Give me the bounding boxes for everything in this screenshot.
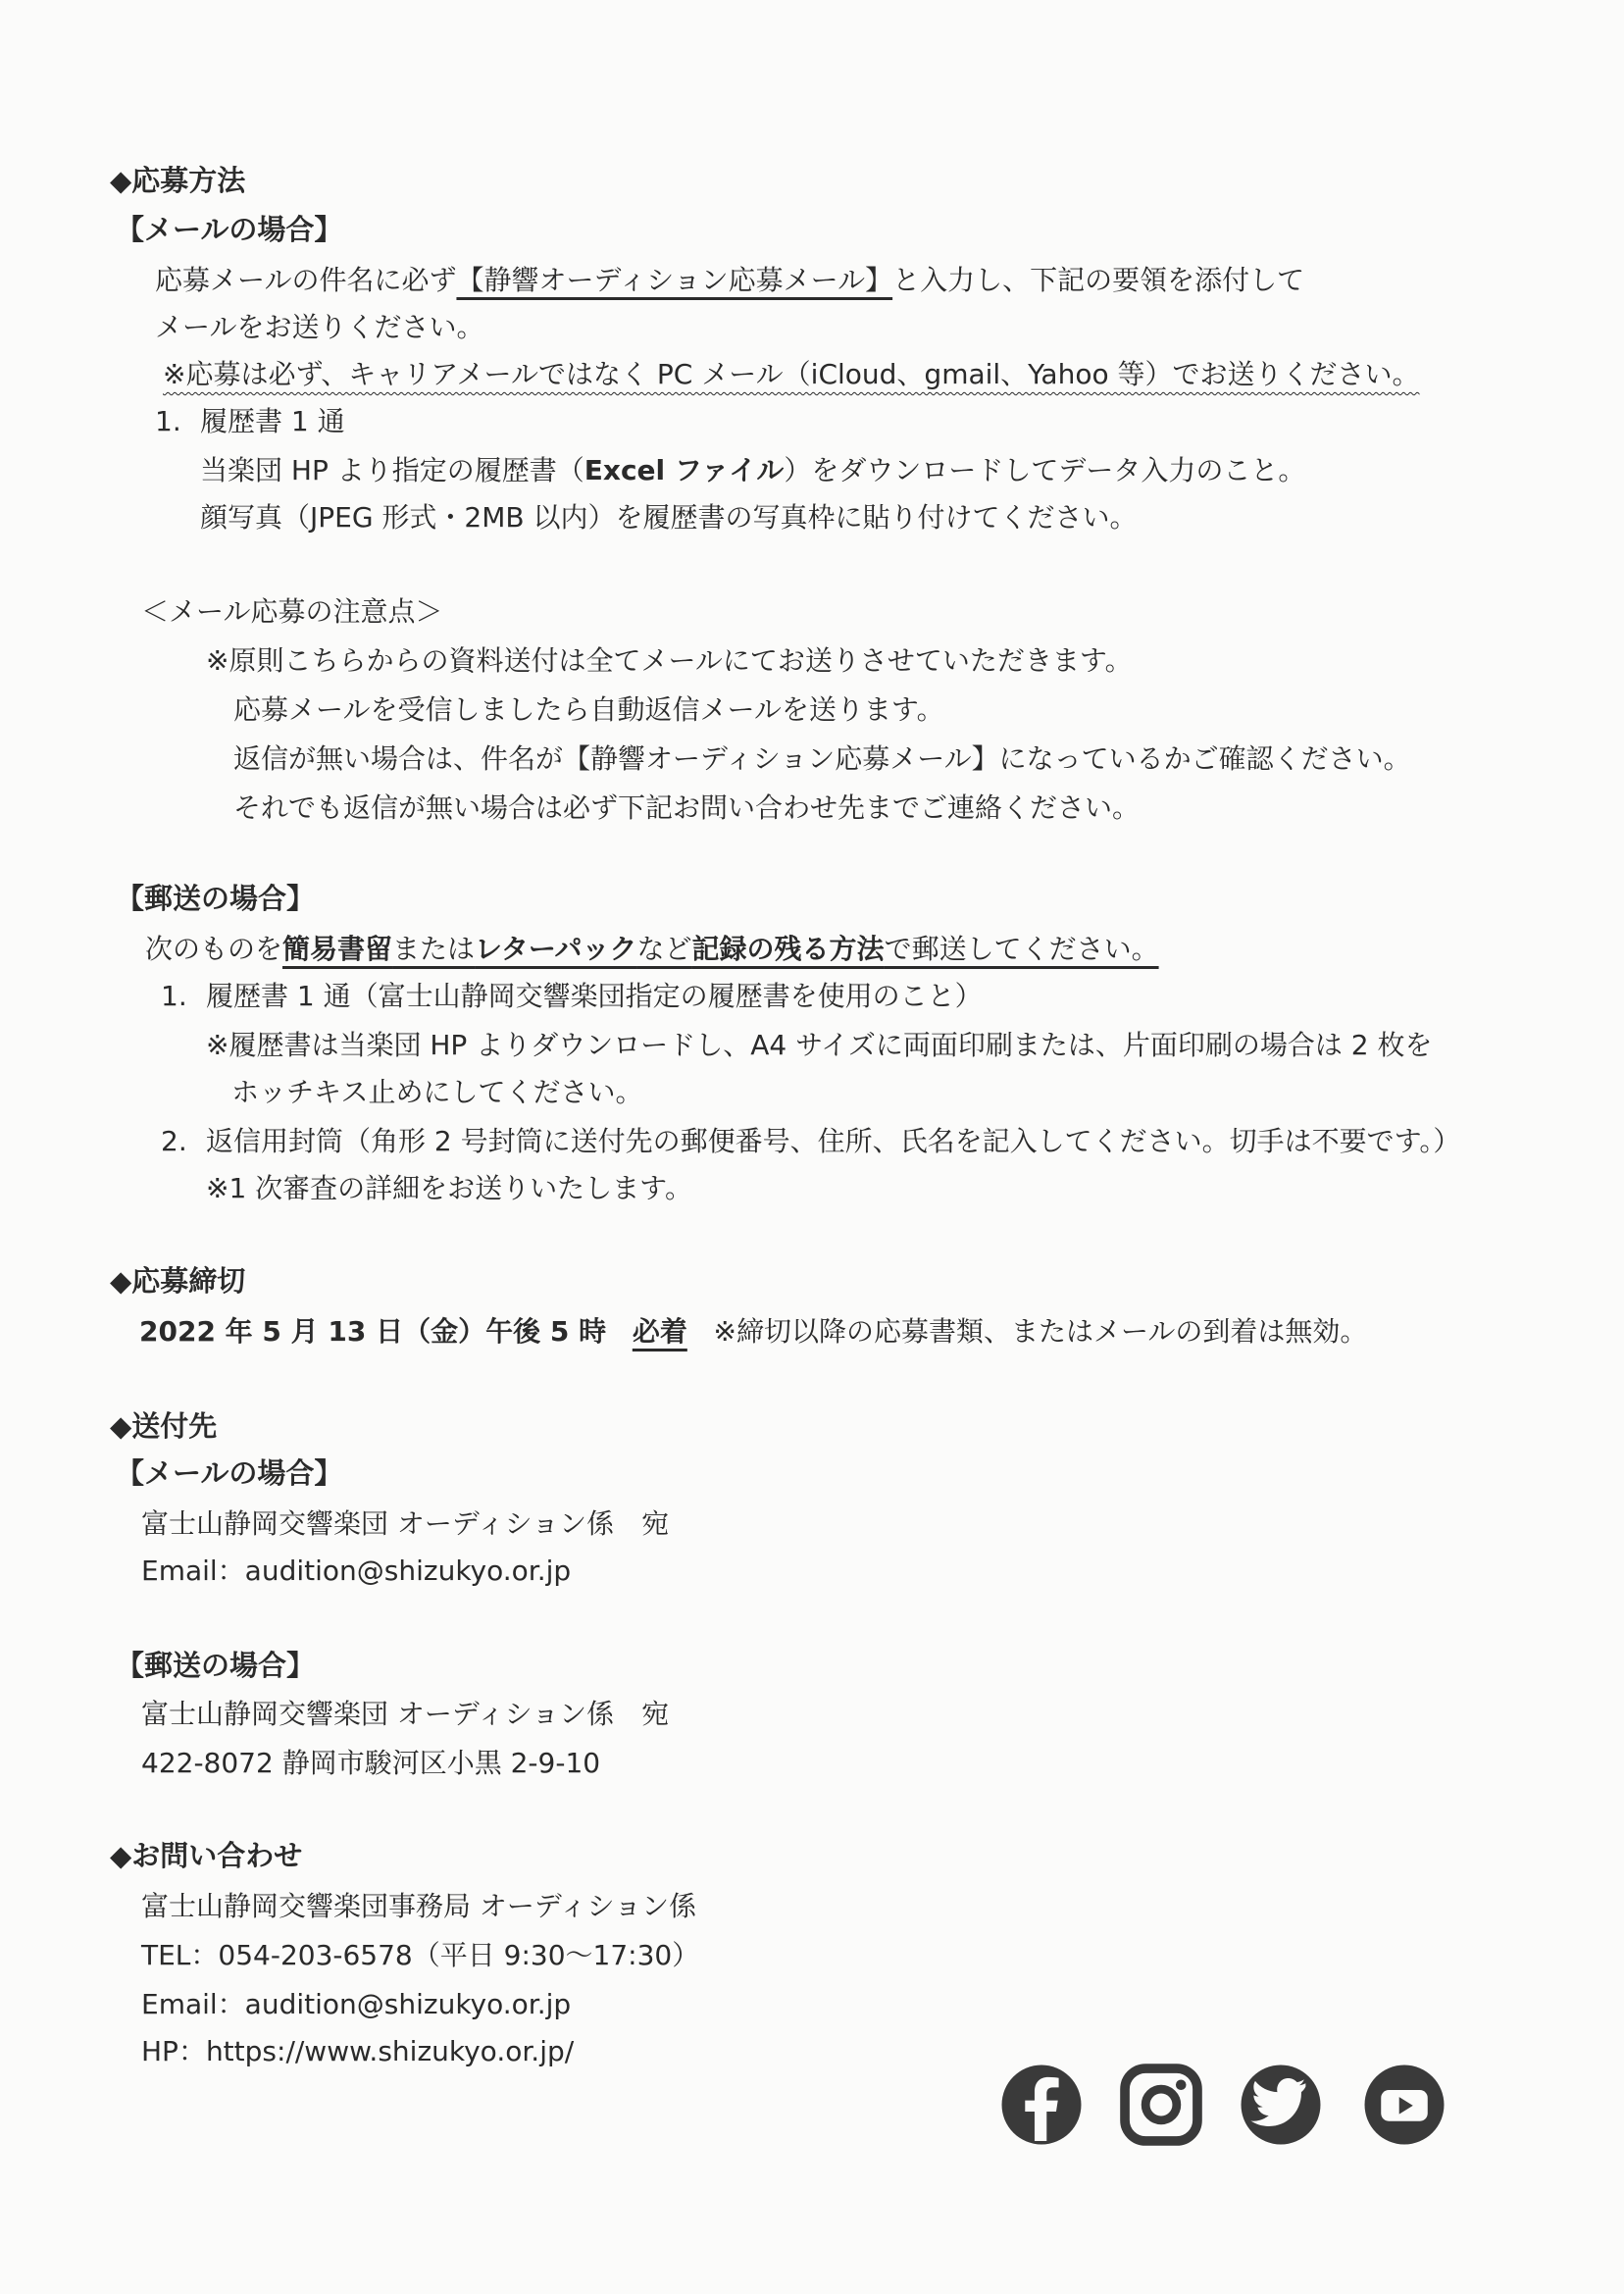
destination-mail-subheading: 【メールの場合】	[116, 1456, 343, 1490]
apply-post-kani-kakitome: 簡易書留	[282, 933, 393, 965]
deadline-note: ※締切以降の応募書類、またはメールの到着は無効。	[713, 1315, 1368, 1348]
youtube-icon[interactable]	[1361, 2062, 1447, 2148]
apply-heading: ◆応募方法	[110, 164, 246, 197]
apply-post-letterpack: レターパック	[475, 933, 637, 965]
apply-post-item1-num: 1.	[161, 980, 187, 1012]
apply-mail-item1-detail1-post: ）をダウンロードしてデータ入力のこと。	[784, 454, 1306, 486]
facebook-icon[interactable]	[998, 2062, 1085, 2148]
destination-post-to: 富士山静岡交響楽団 オーディション係 宛	[141, 1698, 670, 1730]
apply-mail-line1-post: と入力し、下記の要領を添付して	[892, 264, 1305, 296]
destination-post-address: 422-8072 静岡市駿河区小黒 2-9-10	[141, 1747, 601, 1779]
apply-mail-subject: 【静響オーディション応募メール】	[456, 264, 893, 296]
apply-post-subheading: 【郵送の場合】	[116, 882, 316, 915]
notes-item2: 応募メールを受信しましたら自動返信メールを送ります。	[233, 693, 944, 726]
apply-mail-item1-excel: Excel ファイル	[584, 454, 785, 486]
contact-tel: TEL：054-203-6578（平日 9:30～17:30）	[141, 1939, 700, 1971]
contact-email: Email：audition@shizukyo.or.jp	[141, 1988, 572, 2020]
apply-post-item1-note2: ホッチキス止めにしてください。	[231, 1076, 643, 1108]
destination-heading: ◆送付先	[110, 1409, 218, 1443]
deadline-line	[139, 1314, 1367, 1350]
apply-post-l1-g: で郵送してください。	[884, 933, 1159, 965]
destination-mail-email: Email：audition@shizukyo.or.jp	[141, 1555, 572, 1587]
apply-post-l1-c: または	[392, 933, 476, 965]
apply-mail-item1-detail2: 顔写真（JPEG 形式・2MB 以内）を履歴書の写真枠に貼り付けてください。	[200, 501, 1138, 534]
apply-post-item2-num: 2.	[161, 1125, 187, 1157]
twitter-icon[interactable]	[1238, 2062, 1324, 2148]
contact-hp: HP：https://www.shizukyo.or.jp/	[141, 2035, 575, 2067]
notes-item4: それでも返信が無い場合は必ず下記お問い合わせ先までご連絡ください。	[233, 791, 1141, 824]
apply-post-item2-note: ※1 次審査の詳細をお送りいたします。	[206, 1172, 692, 1204]
apply-mail-item1-num: 1.	[155, 405, 181, 437]
apply-post-item1: 履歴書 1 通（富士山静岡交響楽団指定の履歴書を使用のこと）	[206, 980, 983, 1012]
apply-mail-line1	[155, 263, 1304, 298]
instagram-icon[interactable]	[1118, 2062, 1204, 2148]
apply-mail-pc-note: ※応募は必ず、キャリアメールではなく PC メール（iCloud、gmail、Yahoo 等）でお送りください。	[163, 358, 1420, 390]
apply-post-item2: 返信用封筒（角形 2 号封筒に送付先の郵便番号、住所、氏名を記入してください。切手は不要です。）	[206, 1125, 1461, 1157]
notes-item3: 返信が無い場合は、件名が【静響オーディション応募メール】になっているかご確認ください。	[233, 742, 1411, 775]
notes-item1: ※原則こちらからの資料送付は全てメールにてお送りさせていただきます。	[206, 644, 1133, 677]
apply-post-underlined	[282, 933, 1159, 965]
apply-mail-subheading: 【メールの場合】	[116, 213, 343, 246]
destination-post-subheading: 【郵送の場合】	[116, 1649, 316, 1682]
apply-mail-item1-title: 履歴書 1 通	[200, 405, 345, 437]
destination-mail-to: 富士山静岡交響楽団 オーディション係 宛	[141, 1507, 670, 1540]
notes-heading: ＜メール応募の注意点＞	[141, 595, 443, 628]
apply-post-l1-a: 次のものを	[145, 933, 283, 965]
contact-org: 富士山静岡交響楽団事務局 オーディション係	[141, 1890, 697, 1922]
apply-mail-line2: メールをお送りください。	[155, 311, 484, 343]
apply-mail-item1-detail1	[200, 453, 1305, 488]
apply-mail-item1-detail1-pre: 当楽団 HP より指定の履歴書（	[200, 454, 584, 486]
deadline-must: 必着	[632, 1315, 687, 1348]
apply-post-line1	[145, 932, 1159, 967]
apply-post-item1-note1: ※履歴書は当楽団 HP よりダウンロードし、A4 サイズに両面印刷または、片面印刷の場合は 2 枚を	[206, 1029, 1433, 1061]
deadline-heading: ◆応募締切	[110, 1264, 246, 1298]
deadline-date: 2022 年 5 月 13 日（金）午後 5 時	[139, 1315, 607, 1348]
apply-post-l1-e: など	[636, 933, 692, 965]
apply-post-record-method: 記録の残る方法	[691, 933, 885, 965]
contact-heading: ◆お問い合わせ	[110, 1839, 303, 1872]
apply-mail-line1-pre: 応募メールの件名に必ず	[155, 264, 457, 296]
